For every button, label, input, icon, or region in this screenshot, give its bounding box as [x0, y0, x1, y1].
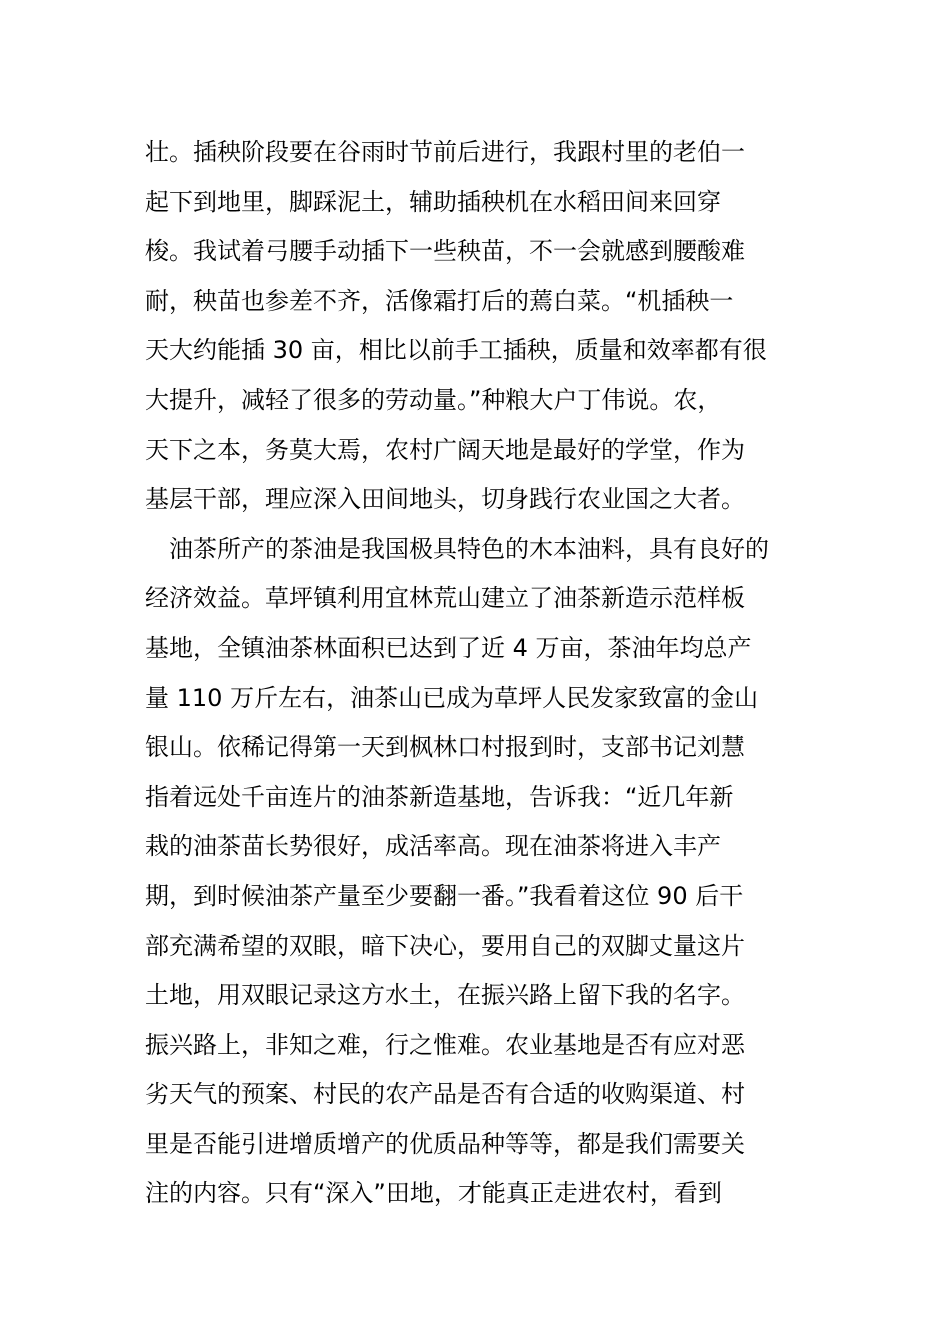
text-line: 部充满希望的双眼，暗下决心，要用自己的双脚丈量这片 — [145, 931, 745, 960]
text-line: 里是否能引进增质增产的优质品种等等，都是我们需要关 — [145, 1129, 745, 1158]
text-line: 银山。依稀记得第一天到枫林口村报到时，支部书记刘慧 — [145, 733, 745, 762]
text-line: 基地，全镇油茶林面积已达到了近 4 万亩，茶油年均总产 — [145, 633, 752, 662]
text-line: 指着远处千亩连片的油茶新造基地，告诉我：“近几年新 — [145, 782, 734, 811]
text-line: 梭。我试着弓腰手动插下一些秧苗，不一会就感到腰酸难 — [145, 237, 745, 266]
text-line: 大提升，减轻了很多的劳动量。”种粮大户丁伟说。农， — [145, 385, 722, 414]
text-line: 土地，用双眼记录这方水土，在振兴路上留下我的名字。 — [145, 981, 745, 1010]
text-line: 期，到时候油茶产量至少要翻一番。”我看着这位 90 后干 — [145, 881, 744, 910]
text-line: 天下之本，务莫大焉，农村广阔天地是最好的学堂，作为 — [145, 435, 745, 464]
text-line: 壮。插秧阶段要在谷雨时节前后进行，我跟村里的老伯一 — [145, 138, 745, 166]
text-line: 注的内容。只有“深入”田地，才能真正走进农村，看到 — [145, 1179, 722, 1208]
text-line: 起下到地里，脚踩泥土，辅助插秧机在水稻田间来回穿 — [145, 187, 721, 216]
text-line: 基层干部，理应深入田间地头，切身践行农业国之大者。 — [145, 485, 745, 514]
text-line: 振兴路上，非知之难，行之惟难。农业基地是否有应对恶 — [145, 1030, 745, 1059]
text-line: 耐，秧苗也参差不齐，活像霜打后的蔫白菜。“机插秧一 — [145, 286, 734, 315]
text-line: 天大约能插 30 亩，相比以前手工插秧，质量和效率都有很 — [145, 336, 767, 365]
body-text — [145, 128, 810, 1219]
text-line: 量 110 万斤左右，油茶山已成为草坪人民发家致富的金山 — [145, 683, 759, 712]
text-line: 劣天气的预案、村民的农产品是否有合适的收购渠道、村 — [145, 1080, 745, 1109]
text-line: 栽的油茶苗长势很好，成活率高。现在油茶将进入丰产 — [145, 832, 721, 861]
text-line: 油茶所产的茶油是我国极具特色的木本油料，具有良好的 — [169, 534, 769, 563]
text-line: 经济效益。草坪镇利用宜林荒山建立了油茶新造示范样板 — [145, 584, 745, 613]
